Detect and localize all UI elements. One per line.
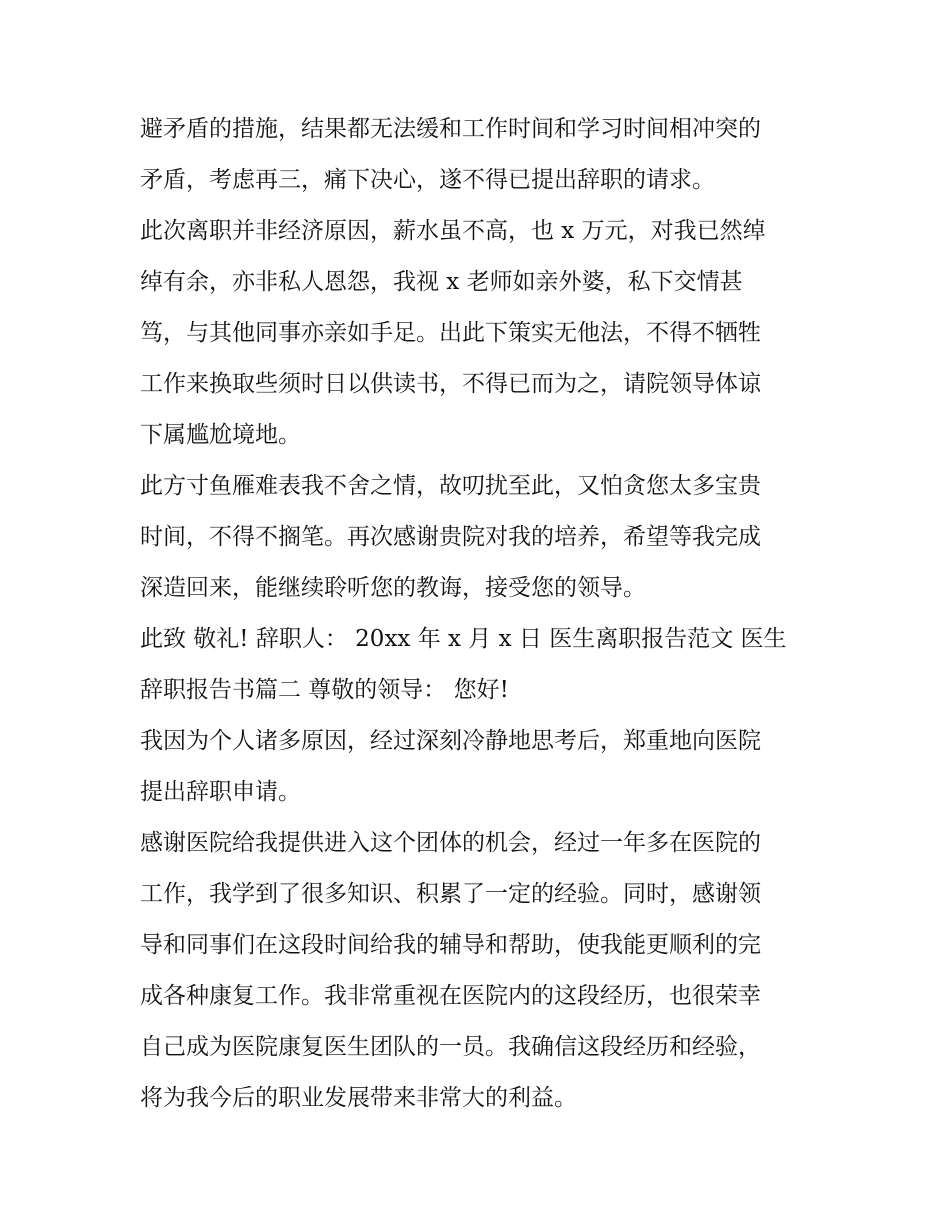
text-line: 将为我今后的职业发展带来非常大的利益。	[140, 1085, 577, 1111]
text-line: 工作来换取些须时日以供读书，不得已而为之，请院领导体谅	[140, 371, 761, 397]
text-line: 深造回来，能继续聆听您的教诲，接受您的领导。	[140, 575, 646, 601]
text-line: 矛盾，考虑再三，痛下决心，遂不得已提出辞职的请求。	[140, 167, 715, 193]
text-line: 感谢医院给我提供进入这个团体的机会，经过一年多在医院的	[140, 830, 761, 856]
text-line: 绰有余，亦非私人恩怨，我视 x 老师如亲外婆，私下交情甚	[140, 269, 743, 295]
text-line: 笃，与其他同事亦亲如手足。出此下策实无他法，不得不牺牲	[140, 320, 761, 346]
text-line: 避矛盾的措施，结果都无法缓和工作时间和学习时间相冲突的	[140, 116, 761, 142]
document-body	[140, 104, 820, 1124]
text-line: 此致 敬礼! 辞职人： 20xx 年 x 月 x 日 医生离职报告范文 医生	[140, 626, 787, 652]
text-line: 提出辞职申请。	[140, 779, 301, 805]
text-line: 成各种康复工作。我非常重视在医院内的这段经历，也很荣幸	[140, 983, 761, 1009]
text-line: 此方寸鱼雁难表我不舍之情，故叨扰至此，又怕贪您太多宝贵	[140, 473, 761, 499]
text-line: 辞职报告书篇二 尊敬的领导： 您好!	[140, 677, 509, 703]
text-line: 自己成为医院康复医生团队的一员。我确信这段经历和经验，	[140, 1034, 761, 1060]
text-line: 导和同事们在这段时间给我的辅导和帮助，使我能更顺利的完	[140, 932, 761, 958]
text-line: 我因为个人诸多原因，经过深刻冷静地思考后，郑重地向医院	[140, 728, 761, 754]
text-line: 下属尴尬境地。	[140, 422, 301, 448]
text-line: 工作，我学到了很多知识、积累了一定的经验。同时，感谢领	[140, 881, 761, 907]
text-line: 此次离职并非经济原因，薪水虽不高，也 x 万元，对我已然绰	[140, 218, 766, 244]
text-line: 时间，不得不搁笔。再次感谢贵院对我的培养，希望等我完成	[140, 524, 761, 550]
